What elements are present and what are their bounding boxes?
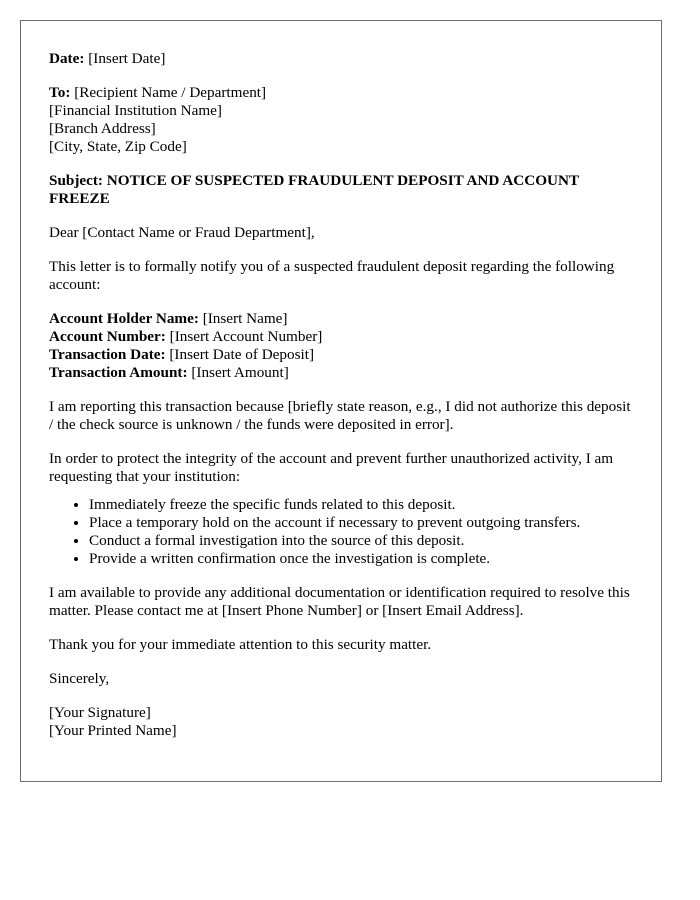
signature-block [49, 704, 633, 740]
recipient-label: To: [49, 84, 71, 101]
account-number-value: [Insert Account Number] [169, 328, 323, 345]
transaction-amount-row [49, 364, 633, 382]
availability-paragraph [49, 584, 633, 620]
recipient-block [49, 84, 633, 156]
request-intro-text: In order to protect the integrity of the account and prevent further unauthorized activity, I am requesting that your institution: [49, 450, 614, 485]
thanks-paragraph [49, 636, 633, 654]
letter-page [20, 20, 662, 782]
account-number-row [49, 328, 633, 346]
request-list [49, 496, 633, 568]
date-value: [Insert Date] [88, 50, 166, 67]
transaction-date-label: Transaction Date: [49, 346, 166, 363]
account-details [49, 310, 633, 382]
recipient-branch-address: [Branch Address] [49, 120, 156, 137]
printed-name: [Your Printed Name] [49, 722, 177, 739]
transaction-amount-label: Transaction Amount: [49, 364, 188, 381]
date-line [49, 50, 633, 68]
closing [49, 670, 633, 688]
subject-text: NOTICE OF SUSPECTED FRAUDULENT DEPOSIT AND ACCOUNT FREEZE [49, 172, 579, 207]
recipient-city-state-zip: [City, State, Zip Code] [49, 138, 187, 155]
availability-text: I am available to provide any additional documentation or identification required to resolve this matter. Please contact me at [Insert Phone Number] or [Insert Email Address]. [49, 584, 630, 619]
account-holder-label: Account Holder Name: [49, 310, 199, 327]
intro-text: This letter is to formally notify you of a suspected fraudulent deposit regarding the following account: [49, 258, 615, 293]
intro-paragraph [49, 258, 633, 294]
subject-label: Subject: [49, 172, 103, 189]
account-holder-value: [Insert Name] [202, 310, 288, 327]
closing-text: Sincerely, [49, 670, 110, 687]
list-item: • Place a temporary hold on the account if necessary to prevent outgoing transfers. [89, 514, 633, 532]
reason-text: I am reporting this transaction because [briefly state reason, e.g., I did not authorize this deposit / the check source is unknown / the funds were deposited in error]. [49, 398, 631, 433]
salutation-text: Dear [Contact Name or Fraud Department], [49, 224, 315, 241]
account-holder-row [49, 310, 633, 328]
transaction-date-value: [Insert Date of Deposit] [169, 346, 315, 363]
reason-paragraph [49, 398, 633, 434]
salutation [49, 224, 633, 242]
transaction-date-row [49, 346, 633, 364]
subject-line [49, 172, 633, 208]
transaction-amount-value: [Insert Amount] [191, 364, 289, 381]
account-number-label: Account Number: [49, 328, 166, 345]
recipient-name: [Recipient Name / Department] [74, 84, 267, 101]
recipient-institution: [Financial Institution Name] [49, 102, 222, 119]
list-item: • Provide a written confirmation once the investigation is complete. [89, 550, 633, 568]
list-item: • Conduct a formal investigation into the source of this deposit. [89, 532, 633, 550]
thanks-text: Thank you for your immediate attention to this security matter. [49, 636, 432, 653]
request-intro-paragraph [49, 450, 633, 486]
date-label: Date: [49, 50, 85, 67]
signature: [Your Signature] [49, 704, 151, 721]
list-item: • Immediately freeze the specific funds related to this deposit. [89, 496, 633, 514]
